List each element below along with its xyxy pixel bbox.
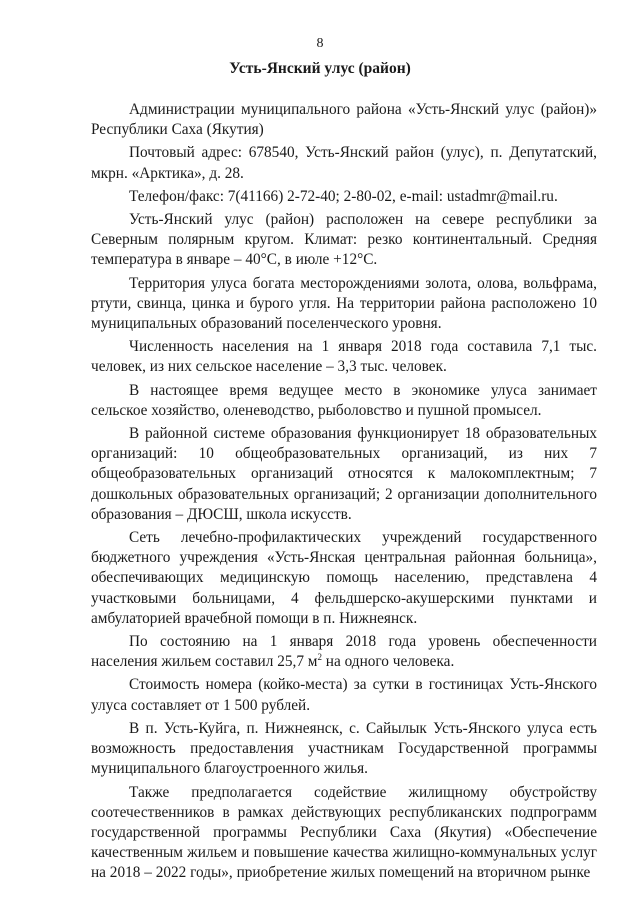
paragraph-hotel-cost: Стоимость номера (койко-места) за сутки в гостиницах Усть-Янского улуса составляет от 1 500 рублей.	[91, 676, 597, 714]
page-number: 8	[316, 36, 324, 51]
paragraph-population: Численность населения на 1 января 2018 года составила 7,1 тыс. человек, из них сельское население – 3,3 тыс. человек.	[91, 338, 597, 376]
paragraph-postal-address: Почтовый адрес: 678540, Усть-Янский район (улус), п. Депутатский, мкрн. «Арктика», д. 28.	[91, 144, 597, 182]
paragraph-administration: Администрации муниципального района «Усть-Янский улус (район)» Республики Саха (Якутия)	[91, 101, 597, 139]
document-body	[91, 100, 597, 887]
paragraph-municipal-housing: В п. Усть-Куйга, п. Нижнеянск, с. Сайылык Усть-Янского улуса есть возможность предоставления участникам Государственной программы муниципального благоустроенного жилья.	[91, 719, 597, 778]
page-title: Усть-Янский улус (район)	[229, 60, 411, 77]
paragraph-education: В районной системе образования функционирует 18 образовательных организаций: 10 общеобразовательных организаций, из них 7 общеобразовательных организаций относятся к малокомплектным; 7 дошкольных образовательных организаций; 2 организации дополнительного образования – ДЮСШ, школа искусств.	[91, 425, 597, 523]
paragraph-healthcare: Сеть лечебно-профилактических учреждений государственного бюджетного учреждения «Усть-Янская центральная районная больница», обеспечивающих медицинскую помощь населению, представлена 4 участковыми больницами, 4 фельдшерско-акушерскими пунктами и амбулаторией врачебной помощи в п. Нижнеянск.	[91, 529, 597, 627]
housing-text-tail: на одного человека.	[321, 653, 455, 671]
housing-text: По состоянию на 1 января 2018 года уровень обеспеченности населения жильем составил 25,7 м	[91, 633, 597, 671]
paragraph-housing-provision	[91, 632, 597, 672]
paragraph-contacts: Телефон/факс: 7(41166) 2-72-40; 2-80-02, e-mail: ustadmr@mail.ru.	[129, 187, 558, 205]
paragraph-territory: Территория улуса богата месторождениями золота, олова, вольфрама, ртути, свинца, цинка и бурого угля. На территории района расположено 10 муниципальных образований поселенческого уровня.	[91, 274, 597, 333]
paragraph-housing-support: Также предполагается содействие жилищному обустройству соотечественников в рамках действующих республиканских подпрограмм государственной программы Республики Саха (Якутия) «Обеспечение качественным жильем и повышение качества жилищно-коммунальных услуг на 2018 – 2022 годы», приобретение жилых помещений на вторичном рынке	[91, 783, 597, 882]
paragraph-economy: В настоящее время ведущее место в экономике улуса занимает сельское хозяйство, оленеводство, рыболовство и пушной промысел.	[91, 381, 597, 419]
housing-superscript: 2	[317, 652, 322, 663]
paragraph-location-climate: Усть-Янский улус (район) расположен на севере республики за Северным полярным кругом. Климат: резко континентальный. Средняя температура в январе – 40°С, в июле +12°С.	[91, 211, 597, 269]
